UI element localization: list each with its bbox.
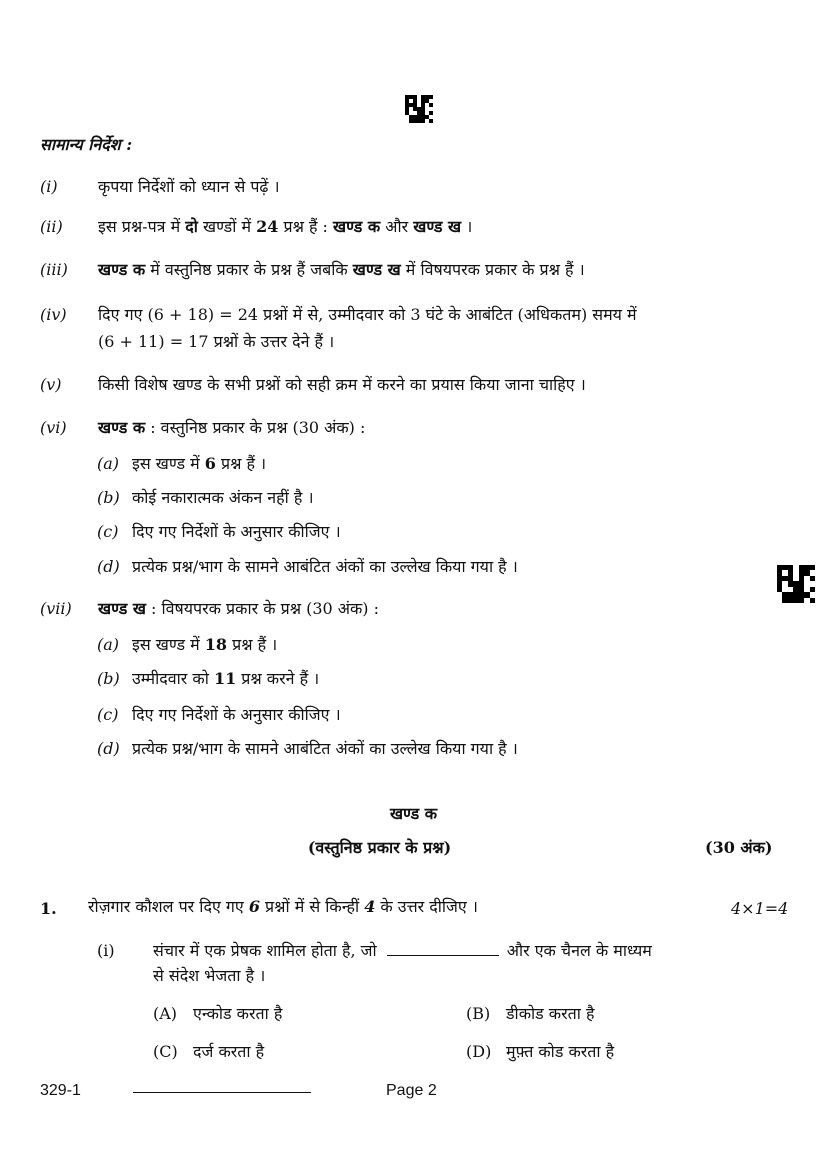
footer-rule — [133, 1092, 311, 1093]
instruction-number: (i) — [40, 177, 58, 196]
qr-code-side — [777, 565, 815, 603]
page-number: Page 2 — [386, 1082, 437, 1099]
question-count: 6 — [248, 897, 260, 916]
subquestion-line1 — [153, 941, 652, 961]
instruction-text: किसी विशेष खण्ड के सभी प्रश्नों को सही क्रम में करने का प्रयास किया जाना चाहिए । — [98, 375, 586, 394]
question-text-part: प्रश्नों में से किन्हीं — [259, 897, 365, 916]
option-text: मुफ़्त कोड करता है — [506, 1042, 615, 1061]
subitem-text: उम्मीदवार को 11 प्रश्न करने हैं । — [132, 669, 320, 688]
subquestion-text: और एक चैनल के माध्यम — [506, 941, 652, 960]
option-label: (D) — [466, 1042, 492, 1061]
option-label: (B) — [466, 1004, 491, 1023]
instruction-text: खण्ड ख : विषयपरक प्रकार के प्रश्न (30 अंक) : — [98, 599, 380, 618]
subitem-text: प्रत्येक प्रश्न/भाग के सामने आबंटित अंकों का उल्लेख किया गया है । — [132, 557, 518, 576]
question-text — [88, 897, 478, 917]
question-text-part: के उत्तर दीजिए । — [375, 897, 478, 916]
subitem-letter: (c) — [97, 705, 119, 724]
instruction-text: इस प्रश्न-पत्र में दो खण्डों में 24 प्रश्न हैं : खण्ड क और खण्ड ख । — [98, 217, 473, 236]
question-text-part: रोज़गार कौशल पर दिए गए — [88, 897, 249, 916]
instruction-text: दिए गए (6 + 18) = 24 प्रश्नों में से, उम्मीदवार को 3 घंटे के आबंटित (अधिकतम) समय में — [98, 305, 637, 324]
subquestion-text: संचार में एक प्रेषक शामिल होता है, जो — [153, 941, 377, 960]
subquestion-line2: से संदेश भेजता है । — [153, 966, 266, 985]
instruction-number: (vii) — [40, 599, 72, 618]
section-subtitle: (वस्तुनिष्ठ प्रकार के प्रश्न) — [307, 838, 452, 857]
question-choose: 4 — [364, 897, 376, 916]
subitem-letter: (d) — [97, 739, 120, 758]
answer-blank — [387, 941, 499, 956]
subitem-text: कोई नकारात्मक अंकन नहीं है । — [132, 488, 314, 507]
section-marks: (30 अंक) — [705, 838, 773, 857]
subitem-letter: (a) — [97, 635, 120, 654]
subitem-letter: (d) — [97, 557, 120, 576]
subitem-letter: (b) — [97, 488, 120, 507]
instructions-heading: सामान्य निर्देश : — [40, 135, 133, 154]
option-label: (A) — [153, 1004, 178, 1023]
subitem-text: इस खण्ड में 6 प्रश्न हैं । — [132, 454, 267, 473]
option-text: दर्ज करता है — [193, 1042, 265, 1061]
question-number: 1. — [40, 899, 57, 918]
subitem-letter: (c) — [97, 522, 119, 541]
option-text: डीकोड करता है — [506, 1004, 595, 1023]
instruction-text: (6 + 11) = 17 प्रश्नों के उत्तर देने हैं । — [98, 332, 335, 351]
subquestion-number: (i) — [97, 941, 115, 960]
instruction-number: (iv) — [40, 305, 67, 324]
question-marks: 4×1=4 — [731, 899, 789, 918]
subitem-text: प्रत्येक प्रश्न/भाग के सामने आबंटित अंकों का उल्लेख किया गया है । — [132, 739, 518, 758]
instruction-text: खण्ड क : वस्तुनिष्ठ प्रकार के प्रश्न (30 अंक) : — [98, 418, 366, 437]
instruction-text: कृपया निर्देशों को ध्यान से पढ़ें । — [98, 177, 280, 196]
paper-code: 329-1 — [40, 1082, 81, 1099]
instruction-number: (iii) — [40, 260, 68, 279]
instruction-text: खण्ड क में वस्तुनिष्ठ प्रकार के प्रश्न हैं जबकि खण्ड ख में विषयपरक प्रकार के प्रश्न हैं । — [98, 260, 585, 279]
instruction-number: (v) — [40, 375, 62, 394]
option-text: एन्कोड करता है — [193, 1004, 283, 1023]
instruction-number: (vi) — [40, 418, 67, 437]
subitem-letter: (a) — [97, 454, 120, 473]
instruction-number: (ii) — [40, 217, 63, 236]
subitem-text: इस खण्ड में 18 प्रश्न हैं । — [132, 635, 278, 654]
subitem-letter: (b) — [97, 669, 120, 688]
subitem-text: दिए गए निर्देशों के अनुसार कीजिए । — [132, 705, 341, 724]
qr-code-top — [405, 95, 433, 123]
option-label: (C) — [153, 1042, 178, 1061]
subitem-text: दिए गए निर्देशों के अनुसार कीजिए । — [132, 522, 341, 541]
section-title: खण्ड क — [389, 804, 438, 823]
